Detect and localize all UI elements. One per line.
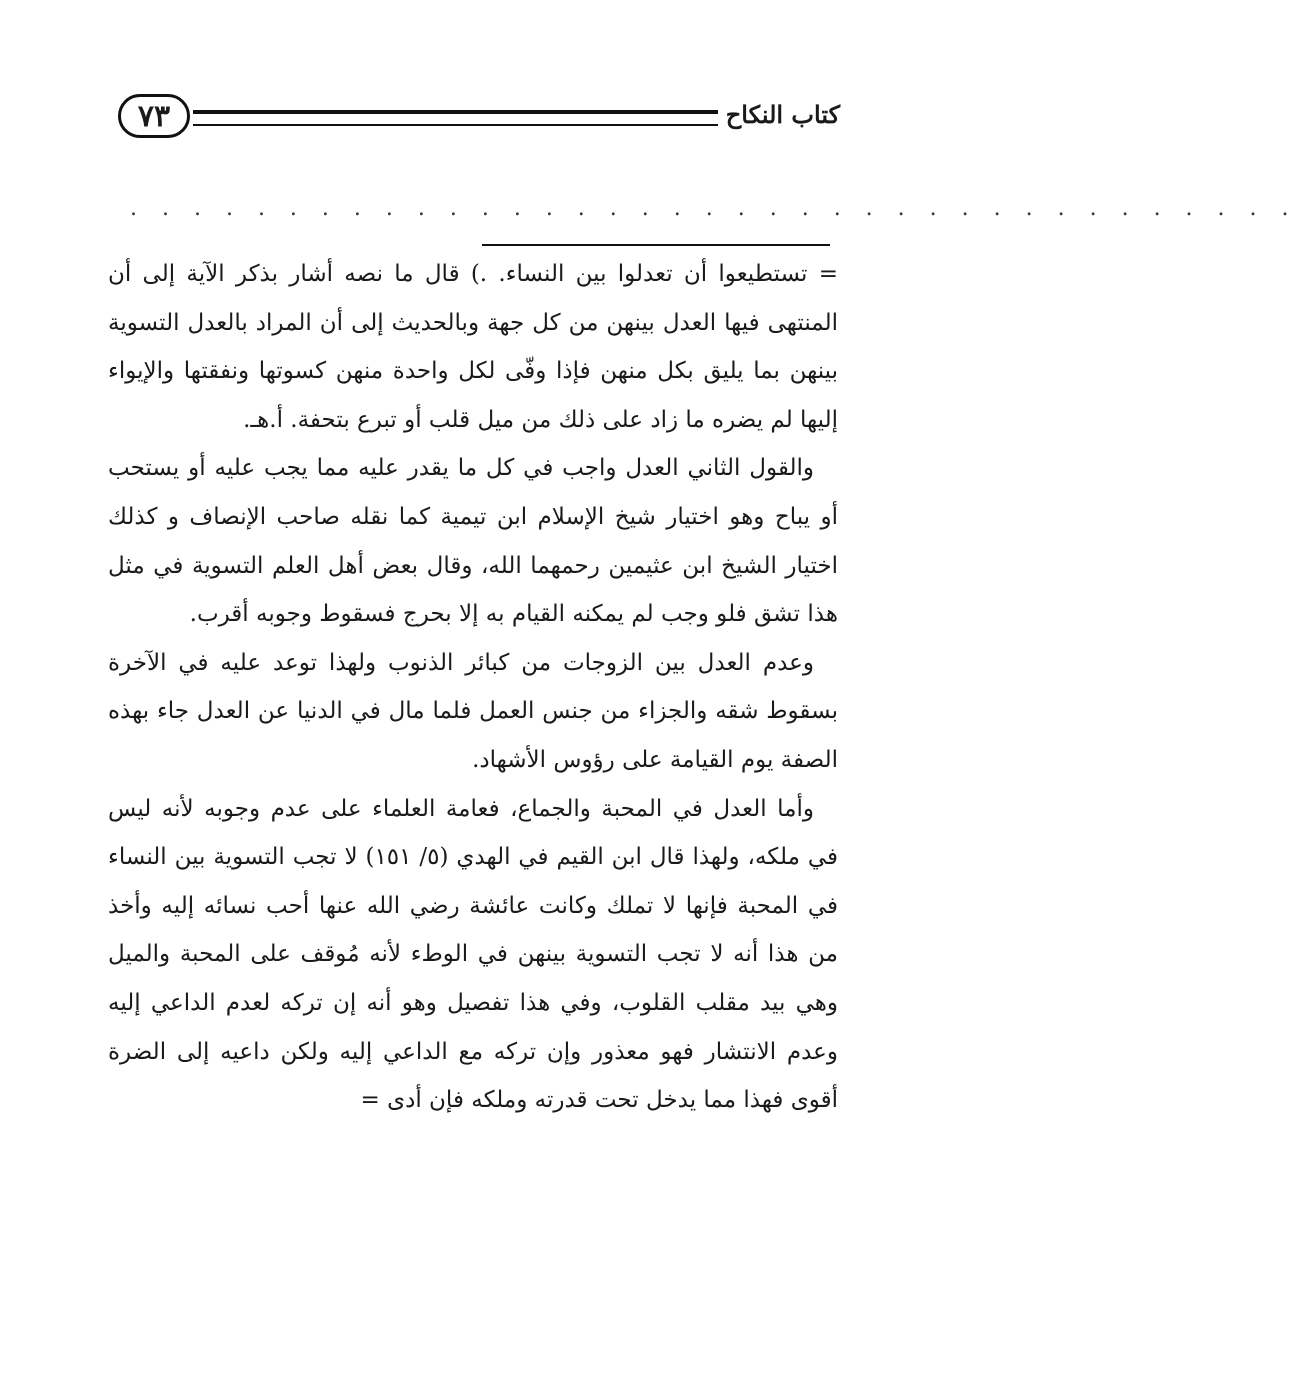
book-title: كتاب النكاح: [725, 100, 840, 129]
page-header: [118, 92, 840, 162]
paragraph-3: وعدم العدل بين الزوجات من كبائر الذنوب ولهذا توعد عليه في الآخرة بسقوط شقه والجزاء من جنس العمل فلما مال في الدنيا عن العدل جاء بهذه الصفة يوم القيامة على رؤوس الأشهاد.: [108, 649, 838, 773]
paragraph-1: = تستطيعوا أن تعدلوا بين النساء. .) قال ما نصه أشار بذكر الآية إلى أن المنتهى فيها العدل بينهن من كل جهة وبالحديث إلى أن المراد بالعدل التسوية بينهن بما يليق بكل منهن فإذا وفّى لكل واحدة منهن كسوتها ونفقتها والإيواء إليها لم يضره ما زاد على ذلك من ميل قلب أو تبرع بتحفة. أ.هـ.: [108, 261, 838, 433]
paragraph-4: وأما العدل في المحبة والجماع، فعامة العلماء على عدم وجوبه لأنه ليس في ملكه، ولهذا قال ابن القيم في الهدي (٥/ ١٥١) لا تجب التسوية بين النساء في المحبة فإنها لا تملك وكانت عائشة رضي الله عنها أحب نسائه إليه وأخذ من هذا أنه لا تجب التسوية بينهن في الوطء لأنه مُوقف على المحبة والميل وهي بيد مقلب القلوب، وفي هذا تفصيل وهو أنه إن تركه لعدم الداعي إليه وعدم الانتشار فهو معذور وإن تركه مع الداعي إليه ولكن داعيه إلى الضرة أقوى فهذا مما يدخل تحت قدرته وملكه فإن أدى =: [108, 795, 839, 1114]
page-number-badge: ٧٣: [118, 94, 190, 138]
header-rule: [193, 110, 718, 126]
body-text: [108, 250, 838, 1125]
paragraph-2: والقول الثاني العدل واجب في كل ما يقدر عليه مما يجب عليه أو يستحب أو يباح وهو اختيار شيخ الإسلام ابن تيمية كما نقله صاحب الإنصاف و كذلك اختيار الشيخ ابن عثيمين رحمهما الله، وقال بعض أهل العلم التسوية في مثل هذا تشق فلو وجب لم يمكنه القيام به إلا بحرج فسقوط وجوبه أقرب.: [108, 455, 838, 628]
footnote-rule: [482, 244, 830, 246]
dotted-separator: . . . . . . . . . . . . . . . . . . . . . . . . . . . . . . . . . . . . .: [130, 196, 1298, 221]
